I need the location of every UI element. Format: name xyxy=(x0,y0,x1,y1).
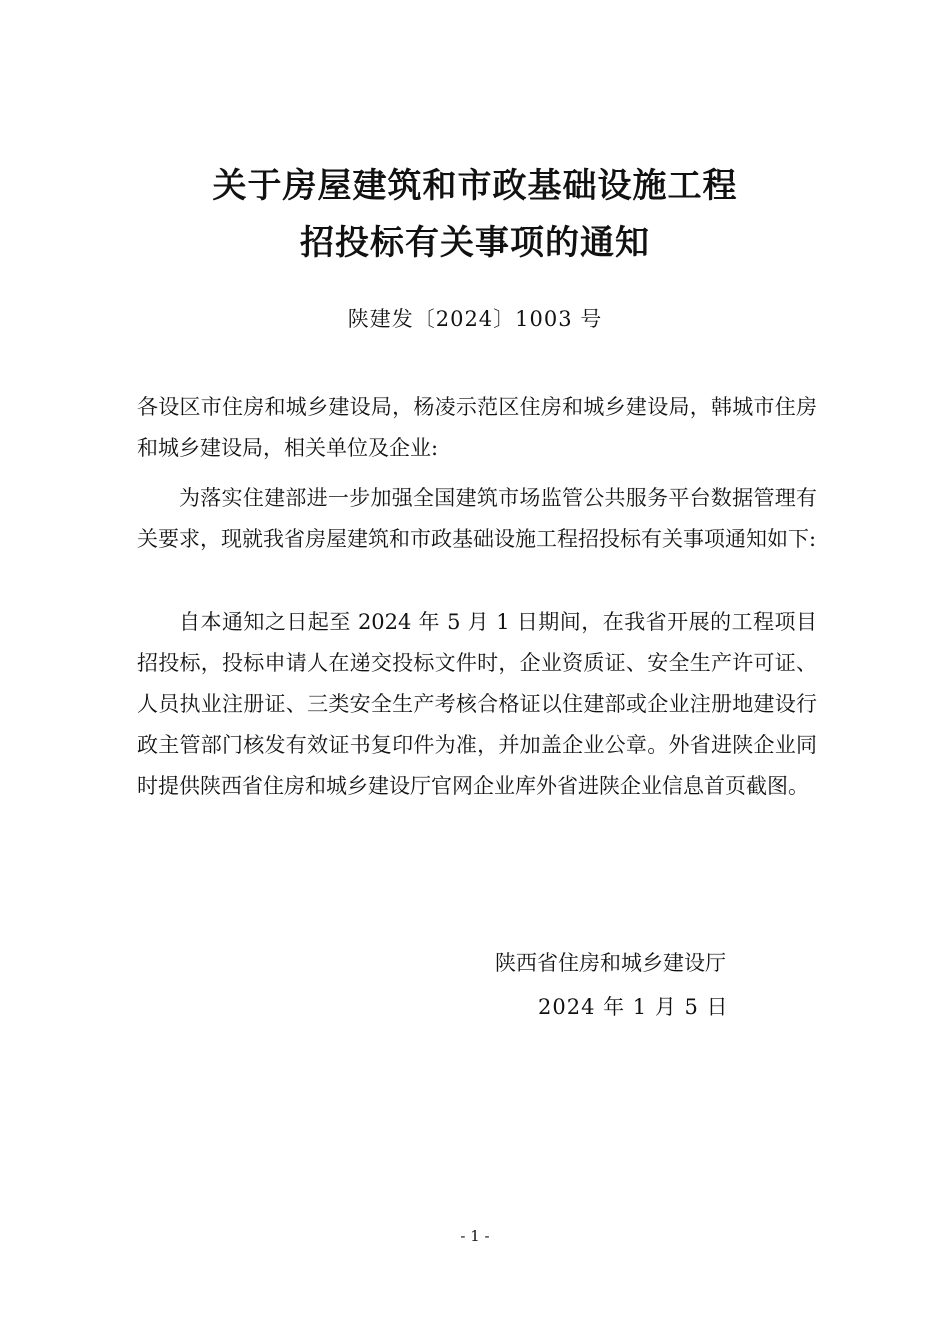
signature-date: 2024 年 1 月 5 日 xyxy=(538,995,729,1019)
salutation: 各设区市住房和城乡建设局，杨凌示范区住房和城乡建设局，韩城市住房和城乡建设局，相关单位及企业: xyxy=(137,395,817,460)
document-title-line-2: 招投标有关事项的通知 xyxy=(300,223,650,263)
document-number: 陕建发〔2024〕1003 号 xyxy=(347,307,603,331)
page-number: - 1 - xyxy=(460,1227,490,1245)
signature-organization: 陕西省住房和城乡建设厅 xyxy=(495,951,726,975)
body-paragraph-1: 为落实住建部进一步加强全国建筑市场监管公共服务平台数据管理有关要求，现就我省房屋建筑和市政基础设施工程招投标有关事项通知如下: xyxy=(137,486,817,551)
body-paragraph-2: 自本通知之日起至 2024 年 5 月 1 日期间，在我省开展的工程项目招投标，投标申请人在递交投标文件时，企业资质证、安全生产许可证、人员执业注册证、三类安全生产考核合格证以住建部或企业注册地建设行政主管部门核发有效证书复印件为准，并加盖企业公章。外省进陕企业同时提供陕西省住房和城乡建设厅官网企业库外省进陕企业信息首页截图。 xyxy=(137,610,817,798)
document-title-line-1: 关于房屋建筑和市政基础设施工程 xyxy=(212,166,738,206)
